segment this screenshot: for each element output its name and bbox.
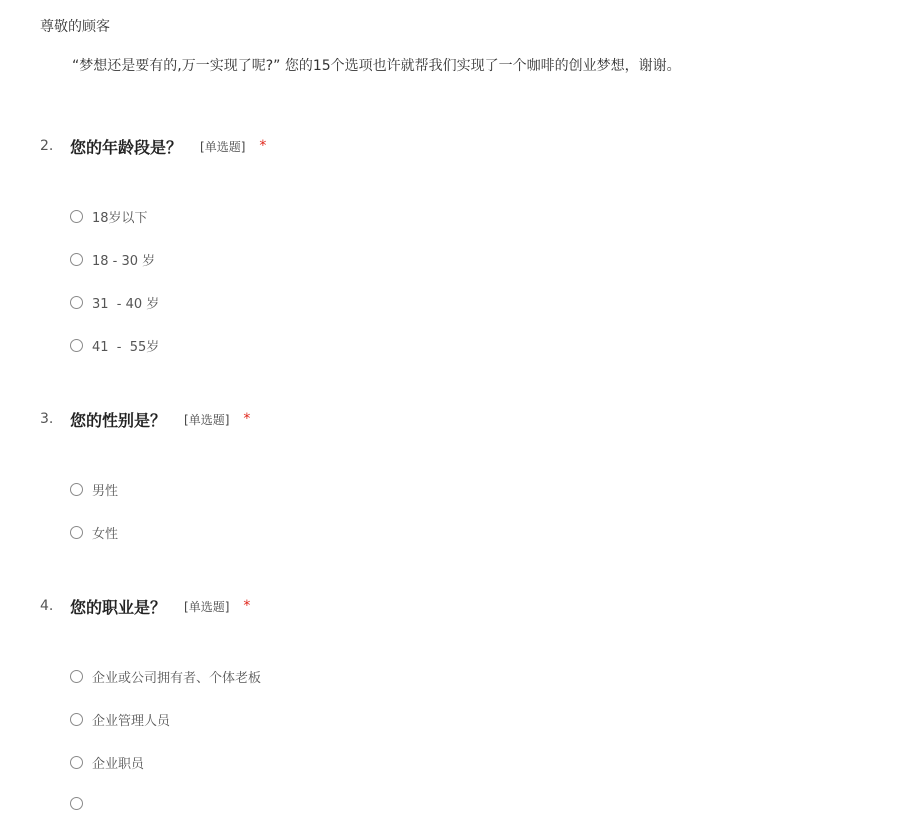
question-number: 4.: [40, 598, 54, 614]
option-label: 41 - 55岁: [92, 339, 160, 355]
question-gender: [40, 407, 250, 431]
required-asterisk: *: [243, 411, 251, 427]
radio-circle-icon[interactable]: [70, 253, 83, 266]
question-age: [40, 134, 266, 158]
option-label: 企业管理人员: [92, 713, 171, 729]
question-title: 您的性别是？: [70, 410, 167, 430]
option-occupation-owner[interactable]: [70, 666, 261, 686]
option-age-under-18[interactable]: [70, 206, 148, 226]
option-label: 企业职员: [92, 756, 145, 772]
radio-circle-icon[interactable]: [70, 526, 83, 539]
option-label: 18岁以下: [92, 210, 148, 226]
question-number: 2.: [40, 138, 54, 154]
question-occupation: [40, 594, 250, 618]
option-gender-female[interactable]: [70, 522, 118, 542]
option-occupation-next[interactable]: [70, 793, 92, 813]
option-occupation-employee[interactable]: [70, 752, 144, 772]
radio-circle-icon[interactable]: [70, 483, 83, 496]
intro-text: “梦想还是要有的,万一实现了呢?” 您的15个选项也许就帮我们实现了一个咖啡的创业梦想，谢谢。: [72, 58, 681, 74]
required-asterisk: *: [259, 138, 267, 154]
question-title: 您的职业是？: [70, 597, 167, 617]
radio-circle-icon[interactable]: [70, 670, 83, 683]
option-label: 31 - 40 岁: [92, 296, 160, 312]
required-asterisk: *: [243, 598, 251, 614]
option-label: 男性: [92, 483, 119, 499]
question-number: 3.: [40, 411, 54, 427]
question-type-label: [单选题]: [184, 599, 230, 614]
question-type-label: [单选题]: [200, 139, 246, 154]
radio-circle-icon[interactable]: [70, 210, 83, 223]
radio-circle-icon[interactable]: [70, 713, 83, 726]
option-label: 女性: [92, 526, 119, 542]
greeting-text: 尊敬的顾客: [40, 19, 110, 35]
radio-circle-icon[interactable]: [70, 797, 83, 810]
option-label: 18 - 30 岁: [92, 253, 156, 269]
radio-circle-icon[interactable]: [70, 339, 83, 352]
option-age-18-30[interactable]: [70, 249, 155, 269]
option-age-31-40[interactable]: [70, 292, 159, 312]
radio-circle-icon[interactable]: [70, 296, 83, 309]
option-gender-male[interactable]: [70, 479, 118, 499]
question-title: 您的年龄段是？: [70, 137, 183, 157]
option-label: 企业或公司拥有者、个体老板: [92, 670, 262, 686]
radio-circle-icon[interactable]: [70, 756, 83, 769]
question-type-label: [单选题]: [184, 412, 230, 427]
option-age-41-55[interactable]: [70, 335, 159, 355]
option-occupation-manager[interactable]: [70, 709, 170, 729]
